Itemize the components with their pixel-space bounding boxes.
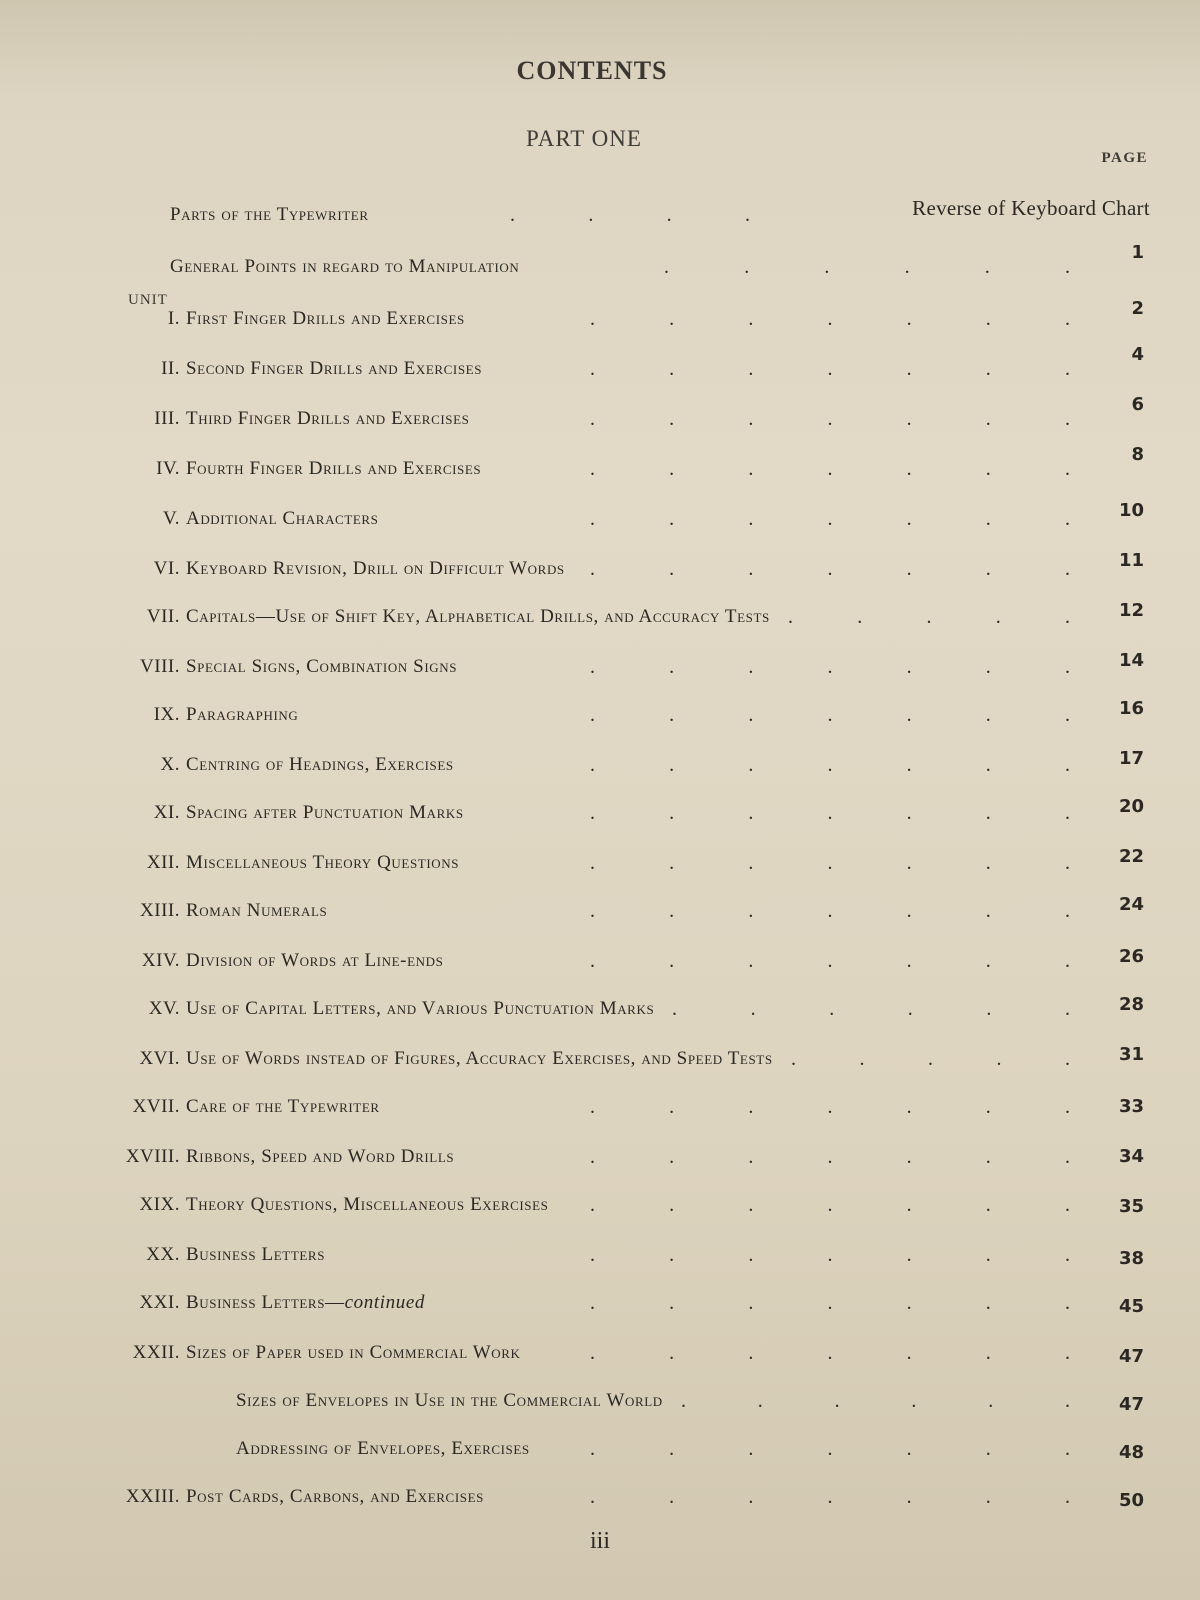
entry-text <box>186 998 654 1020</box>
entry-page: 26 <box>1118 946 1144 967</box>
entry-text-main: Sizes of Paper used in Commercial Work <box>186 1342 521 1363</box>
entry-page: 14 <box>1118 650 1144 671</box>
toc-entry-unit <box>0 796 1200 836</box>
toc-entry-unit <box>0 444 1200 492</box>
entry-text-main: Spacing after Punctuation Marks <box>186 802 464 823</box>
unit-number: XIX. <box>139 1194 180 1215</box>
entry-page: 11 <box>1118 550 1144 571</box>
entry-page: 8 <box>1131 444 1144 465</box>
entry-text <box>186 900 327 922</box>
entry-text-main: Ribbons, Speed and Word Drills <box>186 1146 455 1167</box>
unit-number: XII. <box>146 852 180 873</box>
toc-entry-unit <box>0 946 1200 984</box>
entry-text <box>186 1194 549 1216</box>
unit-number: XI. <box>153 802 180 823</box>
leader-dots: . . . . . . . <box>590 900 1070 922</box>
toc-entry-unit <box>0 1342 1200 1376</box>
entry-text <box>186 950 443 972</box>
entry-text <box>186 358 482 380</box>
entry-text-main: Business Letters <box>186 1244 326 1265</box>
leader-dots: . . . . . . . <box>590 558 1070 580</box>
leader-dots: . . . . . . . <box>590 802 1070 824</box>
leader-dots: . . . . . . . <box>590 950 1070 972</box>
entry-text-main: Use of Words instead of Figures, Accuracy Exercises, and Speed Tests <box>186 1048 773 1069</box>
toc-entry-unit <box>0 1292 1200 1326</box>
leader-dots: . . . . . . . <box>590 754 1070 776</box>
leader-dots: . . . . . . . <box>590 1438 1070 1460</box>
entry-text-main: Theory Questions, Miscellaneous Exercises <box>186 1194 549 1215</box>
unit-number: XIII. <box>140 900 180 921</box>
entry-text <box>186 606 770 628</box>
unit-number: XVI. <box>139 1048 180 1069</box>
entry-text <box>186 852 459 874</box>
entry-page: 47 <box>1118 1394 1144 1415</box>
toc-entry-unit <box>0 1486 1200 1520</box>
leader-dots: . . . . . . . <box>590 1146 1070 1168</box>
toc-entry-unit <box>0 1438 1200 1472</box>
toc-entry-general-points <box>0 242 1200 290</box>
entry-page: 47 <box>1118 1346 1144 1367</box>
unit-column-label: UNIT <box>128 292 168 308</box>
toc-entry-unit <box>0 344 1200 392</box>
entry-text <box>236 1438 530 1460</box>
leader-dots: . . . . . . . <box>590 1194 1070 1216</box>
unit-number: III. <box>154 408 180 429</box>
unit-number: II. <box>161 358 180 379</box>
entry-text <box>186 1342 521 1364</box>
entry-text-main: Second Finger Drills and Exercises <box>186 358 483 379</box>
unit-number: X. <box>160 754 180 775</box>
entry-page: 45 <box>1118 1296 1144 1317</box>
entry-text-main: Fourth Finger Drills and Exercises <box>186 458 482 479</box>
page-number: iii <box>589 1528 610 1554</box>
part-heading: PART ONE <box>526 126 642 151</box>
unit-number: XVIII. <box>125 1146 180 1167</box>
entry-text-main: Centring of Headings, Exercises <box>186 754 454 775</box>
entry-text <box>186 408 469 430</box>
entry-page: 20 <box>1118 796 1144 817</box>
entry-text-main: Addressing of Envelopes, Exercises <box>236 1438 530 1459</box>
entry-text-main: Sizes of Envelopes in Use in the Commercial World <box>236 1390 663 1411</box>
entry-page: 33 <box>1118 1096 1144 1117</box>
entry-page: 28 <box>1118 994 1144 1015</box>
leader-dots: . . . . . . . <box>590 704 1070 726</box>
leader-dots: . . . . . . . <box>590 458 1070 480</box>
leader-dots: . . . . . . <box>672 998 1070 1020</box>
entry-page: 22 <box>1118 846 1144 867</box>
entry-page: 2 <box>1131 298 1144 319</box>
entry-text-main: Capitals—Use of Shift Key, Alphabetical Drills, and Accuracy Tests <box>186 606 770 627</box>
entry-text: General Points in regard to Manipulation <box>170 256 520 277</box>
unit-number: XXIII. <box>125 1486 180 1507</box>
toc-entry-unit <box>0 1194 1200 1228</box>
entry-text <box>186 1096 380 1118</box>
entry-page: 38 <box>1118 1248 1144 1269</box>
leader-dots: . . . . . . <box>664 256 1070 278</box>
unit-number: IV. <box>156 458 180 479</box>
leader-dots: . . . . . <box>791 1048 1070 1070</box>
unit-number: XV. <box>148 998 180 1019</box>
entry-text-main: Miscellaneous Theory Questions <box>186 852 460 873</box>
unit-number: XXII. <box>132 1342 180 1363</box>
entry-text-italic: continued <box>344 1292 425 1313</box>
entry-text-main: Special Signs, Combination Signs <box>186 656 458 677</box>
entry-text <box>186 308 465 330</box>
entry-page: 6 <box>1131 394 1144 415</box>
toc-entry-unit <box>0 500 1200 542</box>
leader-dots: . . . . <box>510 204 750 226</box>
entry-page: 24 <box>1118 894 1144 915</box>
entry-text <box>186 558 565 580</box>
entry-text-main: Third Finger Drills and Exercises <box>186 408 470 429</box>
entry-text <box>186 1048 773 1070</box>
entry-text-main: Additional Characters <box>186 508 379 529</box>
toc-entry-unit <box>0 600 1200 640</box>
entry-page: 12 <box>1118 600 1144 621</box>
unit-number: XXI. <box>139 1292 180 1313</box>
toc-entry-unit <box>0 650 1200 690</box>
entry-text <box>186 1292 425 1314</box>
entry-text-main: Use of Capital Letters, and Various Punctuation Marks <box>186 998 655 1019</box>
entry-text-main: Roman Numerals <box>186 900 328 921</box>
entry-text-main: Business Letters— <box>186 1292 345 1313</box>
entry-text <box>186 458 481 480</box>
toc-entry-unit <box>0 394 1200 442</box>
entry-text <box>186 656 457 678</box>
entry-text <box>186 1486 484 1508</box>
entry-page: 35 <box>1118 1196 1144 1217</box>
entry-text <box>186 508 379 530</box>
toc-entry-unit <box>0 1390 1200 1424</box>
leader-dots: . . . . . . . <box>590 508 1070 530</box>
leader-dots: . . . . . . . <box>590 308 1070 330</box>
entry-text-main: Post Cards, Carbons, and Exercises <box>186 1486 484 1507</box>
leader-dots: . . . . . . . <box>590 1096 1070 1118</box>
page-title: CONTENTS <box>516 56 668 85</box>
entry-page: 50 <box>1118 1490 1144 1511</box>
toc-entry-unit <box>0 1044 1200 1082</box>
entry-text <box>186 704 298 726</box>
entry-page: 10 <box>1118 500 1144 521</box>
unit-number: V. <box>162 508 180 529</box>
unit-number: XVII. <box>132 1096 180 1117</box>
toc-entry-unit <box>0 748 1200 788</box>
toc-entry-unit <box>0 698 1200 738</box>
entry-text <box>186 754 454 776</box>
toc-entry-unit <box>0 550 1200 592</box>
leader-dots: . . . . . . . <box>590 408 1070 430</box>
entry-text <box>236 1390 663 1412</box>
page-column-label: PAGE <box>1101 150 1148 166</box>
entry-page: 34 <box>1118 1146 1144 1167</box>
toc-entry-unit <box>0 846 1200 886</box>
unit-number: IX. <box>153 704 180 725</box>
entry-text-main: Division of Words at Line-ends <box>186 950 444 971</box>
leader-dots: . . . . . . . <box>590 1342 1070 1364</box>
toc-entry-unit <box>0 1244 1200 1278</box>
entry-page: 48 <box>1118 1442 1144 1463</box>
entry-page: 31 <box>1118 1044 1144 1065</box>
toc-entry-unit <box>0 894 1200 934</box>
unit-number: I. <box>167 308 180 329</box>
entry-text <box>186 1146 454 1168</box>
entry-text <box>186 802 464 824</box>
leader-dots: . . . . . <box>788 606 1070 628</box>
entry-page: 4 <box>1131 344 1144 365</box>
leader-dots: . . . . . . . <box>590 852 1070 874</box>
toc-entry-unit <box>0 1146 1200 1180</box>
unit-number: VII. <box>146 606 180 627</box>
entry-text <box>186 1244 325 1266</box>
entry-page: 17 <box>1118 748 1144 769</box>
leader-dots: . . . . . . . <box>590 1486 1070 1508</box>
unit-number: XX. <box>146 1244 180 1265</box>
toc-entry-unit <box>0 1096 1200 1130</box>
entry-text: Parts of the Typewriter <box>170 204 369 225</box>
entry-page-reverse-keyboard: Reverse of Keyboard Chart <box>912 196 1150 220</box>
entry-text-main: Care of the Typewriter <box>186 1096 380 1117</box>
unit-number: VI. <box>153 558 180 579</box>
leader-dots: . . . . . . <box>681 1390 1070 1412</box>
leader-dots: . . . . . . . <box>590 358 1070 380</box>
entry-page: 16 <box>1118 698 1144 719</box>
leader-dots: . . . . . . . <box>590 1244 1070 1266</box>
leader-dots: . . . . . . . <box>590 656 1070 678</box>
leader-dots: . . . . . . . <box>590 1292 1070 1314</box>
entry-page: 1 <box>1131 242 1144 263</box>
unit-number: XIV. <box>141 950 180 971</box>
entry-text-main: Paragraphing <box>186 704 299 725</box>
toc-entry-unit <box>0 994 1200 1032</box>
entry-text-main: Keyboard Revision, Drill on Difficult Words <box>186 558 565 579</box>
entry-text-main: First Finger Drills and Exercises <box>186 308 465 329</box>
unit-number: VIII. <box>140 656 180 677</box>
